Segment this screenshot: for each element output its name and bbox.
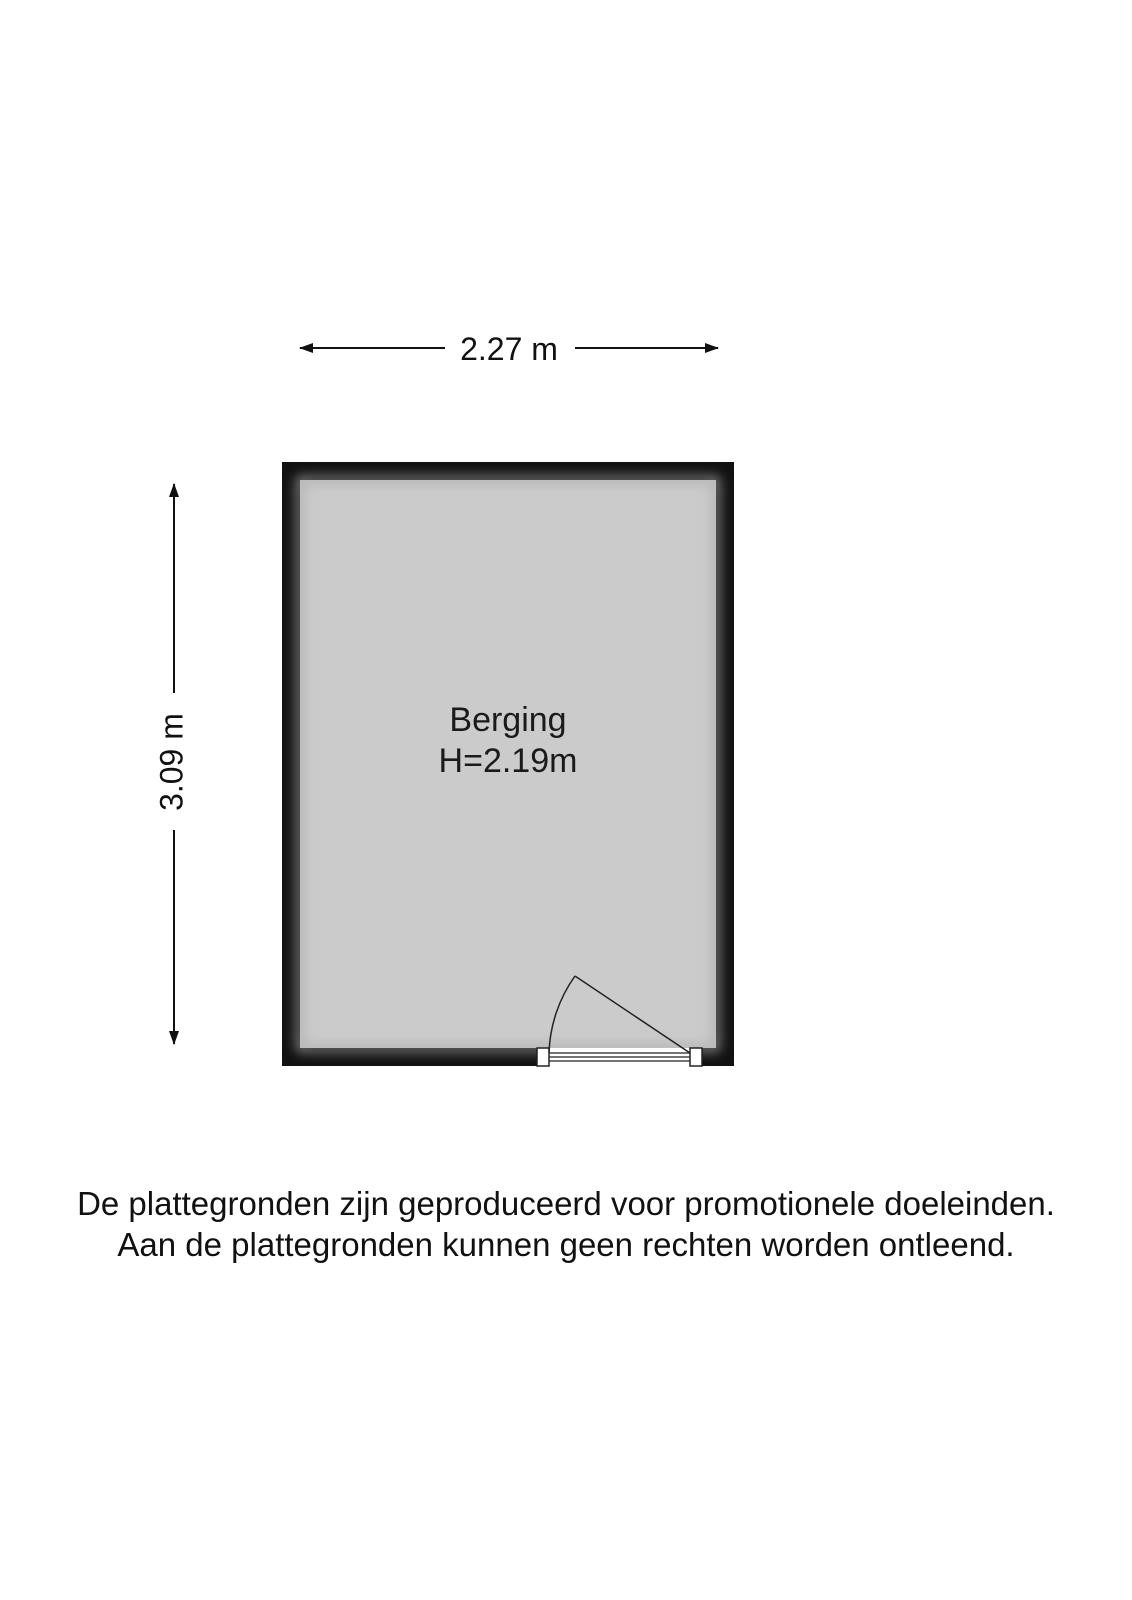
disclaimer-line-2: Aan de plattegronden kunnen geen rechten worden ontleend.	[117, 1226, 1015, 1263]
room-name: Berging	[449, 701, 567, 739]
disclaimer	[0, 1183, 1132, 1265]
room-height: H=2.19m	[438, 742, 578, 780]
width-dimension	[300, 331, 718, 367]
disclaimer-line-1: De plattegronden zijn geproduceerd voor promotionele doeleinden.	[77, 1185, 1055, 1222]
door-jamb-left	[537, 1048, 549, 1066]
room-berging	[282, 462, 734, 1066]
width-dimension-label: 2.27 m	[460, 331, 558, 367]
height-dimension	[153, 484, 189, 1044]
height-dimension-label: 3.09 m	[153, 713, 190, 811]
door-jamb-right	[690, 1048, 702, 1066]
